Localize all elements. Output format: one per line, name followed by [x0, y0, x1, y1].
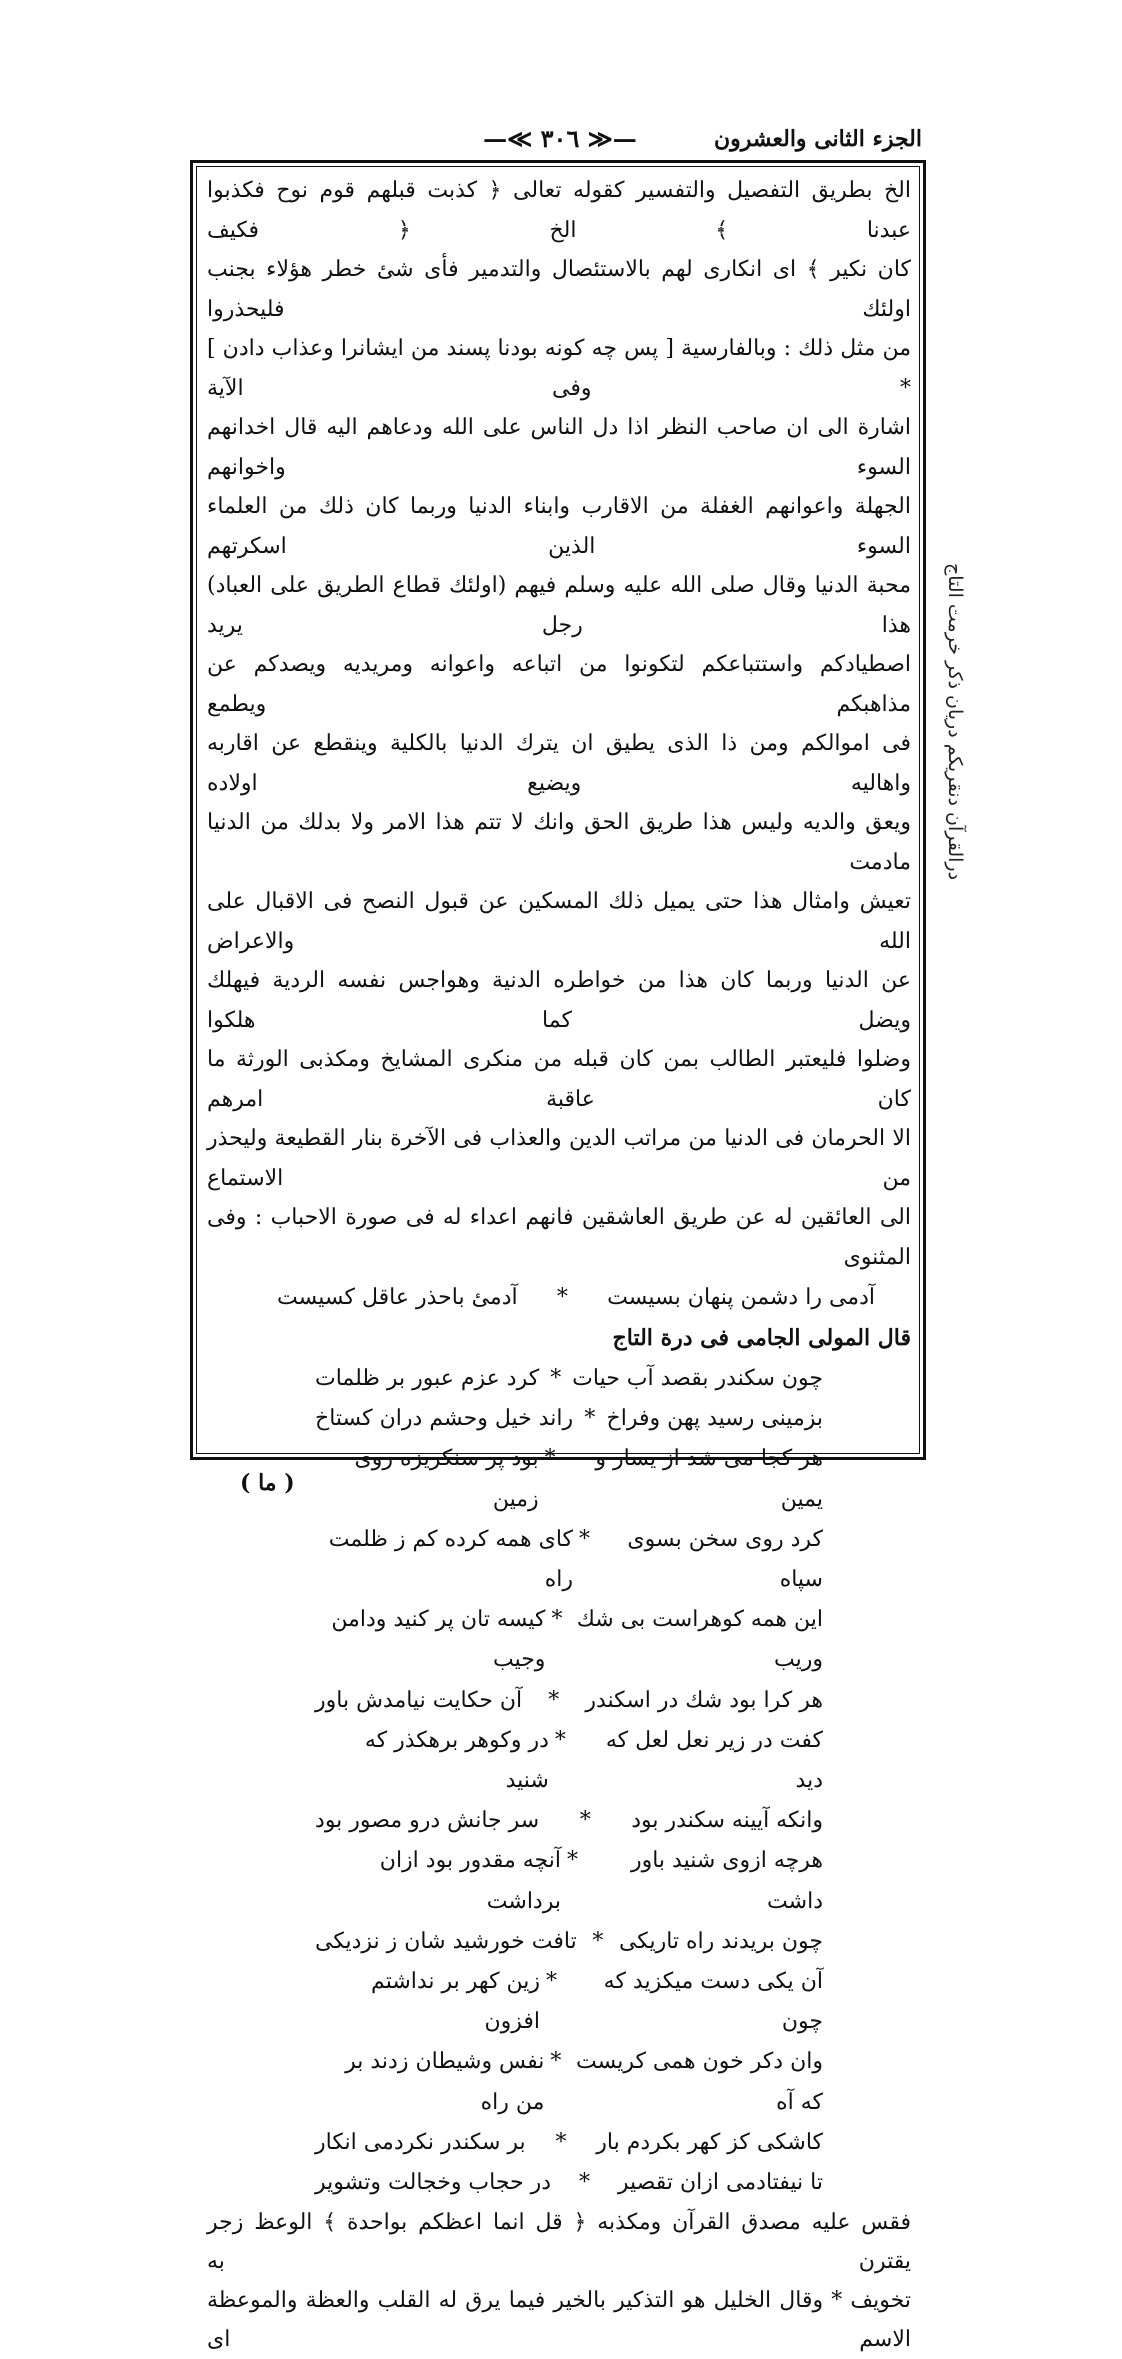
- verse-hemistich-first: تا نيفتادمى ازان تقصير: [617, 2170, 823, 2196]
- verse-hemistich-first: هر كجا مى شد از يسار و يمين: [595, 1446, 823, 1512]
- verse-separator-star: *: [548, 1687, 560, 1713]
- part-title: الجزء الثانى والعشرون: [713, 126, 922, 152]
- paragraph-line: عن الدنيا وربما كان هذا من خواطره الدنية وهواجس نفسه الردية فيهلك ويضل كما هلكوا: [207, 968, 911, 1033]
- verse-hemistich-first: چون سكندر بقصد آب حيات: [572, 1366, 823, 1391]
- verse-hemistich-second: در حجاب وخجالت وتشوير: [315, 2170, 552, 2196]
- verse-line: [315, 1922, 823, 1962]
- paragraph-line: الى العائقين له عن طريق العاشقين فانهم اعداء له فى صورة الاحباب : وفى المثنوى: [207, 1205, 911, 1270]
- verse-hemistich-first: كرد روى سخن بسوى سپاه: [627, 1526, 823, 1593]
- verse-hemistich-first: كاشكى كز كهر بكردم بار: [596, 2129, 823, 2155]
- verse-hemistich-first: هرچه ازوى شنيد باور داشت: [630, 1848, 823, 1914]
- verse-hemistich-second: كاى همه كرده كم ز ظلمت راه: [328, 1526, 574, 1593]
- verse-separator-star: *: [544, 1446, 556, 1472]
- verse-line: [315, 1681, 823, 1721]
- page-body: [207, 171, 911, 2353]
- verse-hemistich-first: آن يكى دست ميكزيد كه چون: [603, 1969, 823, 2035]
- verse-hemistich-second: در وكوهر برهكذر كه شنيد: [364, 1727, 549, 1794]
- verse-line: [315, 1520, 823, 1600]
- verse-hemistich-second: كرد عزم عبور بر ظلمات: [315, 1366, 540, 1391]
- verse-hemistich-first: كفت در زير نعل لعل كه ديد: [605, 1727, 823, 1794]
- paragraph-line: فقس عليه مصدق القرآن ومكذبه ﴿ قل انما اعظكم بواحدة ﴾ الوعظ زجر يقترن به: [207, 2210, 911, 2275]
- verse-line: [315, 2123, 823, 2163]
- page-header: [190, 118, 930, 158]
- verse-separator-star: *: [554, 1727, 566, 1753]
- verse-separator-star: *: [579, 1808, 591, 1834]
- verse-separator-star: *: [567, 1848, 578, 1874]
- paragraph-line: تعيش وامثال هذا حتى يميل ذلك المسكين عن قبول النصح فى الاقبال على الله والاعراض: [207, 889, 911, 954]
- paragraph-line: فى اموالكم ومن ذا الذى يطيق ان يترك الدنيا بالكلية وينقطع عن اقاربه واهاليه ويضيع اولاده: [207, 731, 911, 796]
- verse-line: [315, 1399, 823, 1439]
- paragraph-line: من مثل ذلك : وبالفارسية [ پس چه كونه بودنا پسند من ايشانرا وعذاب دادن ] * وفى الآية: [207, 336, 911, 401]
- closing-paragraph: [207, 2203, 911, 2359]
- verse-line: [315, 1439, 823, 1519]
- verse-hemistich-second: آنچه مقدور بود ازان برداشت: [379, 1848, 561, 1914]
- verse-hemistich-second: زين كهر بر نداشتم افزون: [371, 1969, 541, 2035]
- margin-note: درالقرآن دنقريكم دريان ذكر خرمت التاج: [944, 562, 966, 880]
- verse-line: [315, 1801, 823, 1841]
- paragraph-line: كان نكير ﴾ اى انكارى لهم بالاستئصال والتدمير فأى شئ خطر هؤلاء بجنب اولئك فليحذروا: [207, 257, 911, 322]
- verse-hemistich-second: آدمئ باحذر عاقل كسيست: [277, 1285, 518, 1310]
- verse-hemistich-first: وان دكر خون همى كريست كه آه: [575, 2049, 823, 2115]
- verse-separator-star: *: [555, 2129, 567, 2155]
- poem-verses: [315, 1359, 823, 2203]
- verse-line: [315, 1841, 823, 1921]
- verse-hemistich-second: سر جانش درو مصور بود: [315, 1808, 540, 1834]
- verse-separator-star: *: [592, 1928, 604, 1954]
- verse-separator-star: *: [556, 1285, 568, 1310]
- verse-separator-star: *: [584, 1406, 596, 1432]
- paragraph-line: تخويف * وقال الخليل هو التذكير بالخير فيما يرق له القلب والعظة والموعظة الاسم اى: [207, 2288, 911, 2353]
- verse-hemistich-second: تافت خورشيد شان ز نزديكى: [315, 1928, 577, 1954]
- verse-hemistich-second: بود پر سنكريزه روى زمين: [354, 1446, 539, 1512]
- verse-hemistich-second: راند خيل وحشم دران كستاخ: [315, 1406, 574, 1432]
- verse-separator-star: *: [551, 1607, 563, 1633]
- paragraph-line: اصطيادكم واستتباعكم لتكونوا من اتباعه واعوانه ومريديه ويصدكم عن مذاهبكم ويطمع: [207, 652, 911, 717]
- verse-hemistich-second: بر سكندر نكردمى انكار: [315, 2129, 526, 2155]
- verse-separator-star: *: [579, 1526, 591, 1552]
- verse-line: [315, 1600, 823, 1680]
- verse-hemistich-first: اين همه كوهراست بى شك وريب: [576, 1607, 823, 1673]
- verse-separator-star: *: [579, 2170, 590, 2196]
- paragraph-line: الجهلة واعوانهم الغفلة من الاقارب وابناء الدنيا وربما كان ذلك من العلماء السوء الذين اسكرتهم: [207, 494, 911, 559]
- paragraph-line: الخ بطريق التفصيل والتفسير كقوله تعالى ﴿ كذبت قبلهم قوم نوح فكذبوا عبدنا ﴾ الخ ﴿ فكيف: [207, 178, 911, 243]
- verse-line: [315, 2163, 823, 2203]
- jami-heading: قال المولى الجامى فى درة التاج: [612, 1325, 911, 1351]
- verse-line: [315, 2042, 823, 2122]
- verse-line: [315, 1962, 823, 2042]
- verse-hemistich-first: آدمى را دشمن پنهان بسيست: [607, 1285, 875, 1310]
- signature-mark: ( ما ): [240, 1470, 295, 1496]
- paragraph-line: وضلوا فليعتبر الطالب بمن كان قبله من منكرى المشايخ ومكذبى الورثة ما كان عاقبة امرهم: [207, 1047, 911, 1112]
- verse-line: [315, 1359, 823, 1399]
- verse-hemistich-second: آن حكايت نيامدش باور: [315, 1687, 523, 1713]
- paragraph-line: اشارة الى ان صاحب النظر اذا دل الناس على الله ودعاهم اليه قال اخدانهم السوء واخوانهم: [207, 415, 911, 480]
- verse-separator-star: *: [550, 2049, 562, 2075]
- paragraph-line: محبة الدنيا وقال صلى الله عليه وسلم فيهم (اولئك قطاع الطريق على العباد) هذا رجل يريد: [207, 573, 911, 638]
- verse-line: [315, 1721, 823, 1801]
- verse-hemistich-first: وانكه آيينه سكندر بود: [631, 1808, 823, 1834]
- paragraph-line: الا الحرمان فى الدنيا من مراتب الدين والعذاب فى الآخرة بنار القطيعة وليحذر من الاستماع: [207, 1126, 911, 1191]
- page-number: —≪ ٣٠٦ ≫—: [483, 124, 637, 153]
- verse-hemistich-first: چون بريدند راه تاريكى: [618, 1928, 823, 1954]
- verse-hemistich-first: بزمينى رسيد پهن وفراخ: [606, 1406, 823, 1432]
- verse-hemistich-second: نفس وشيطان زدند بر من راه: [345, 2049, 545, 2115]
- text-frame: [190, 160, 926, 2353]
- commentary-paragraph: [207, 171, 911, 1277]
- paragraph-line: ويعق والديه وليس هذا طريق الحق وانك لا تتم هذا الامر ولا بدلك من الدنيا مادمت: [207, 810, 911, 875]
- verse-separator-star: *: [550, 1366, 562, 1391]
- verse-hemistich-first: هر كرا بود شك در اسكندر: [585, 1687, 823, 1713]
- verse-hemistich-second: كيسه تان پر كنيد ودامن وجيب: [331, 1607, 546, 1673]
- verse-separator-star: *: [546, 1969, 558, 1995]
- masnavi-verse: [277, 1279, 875, 1317]
